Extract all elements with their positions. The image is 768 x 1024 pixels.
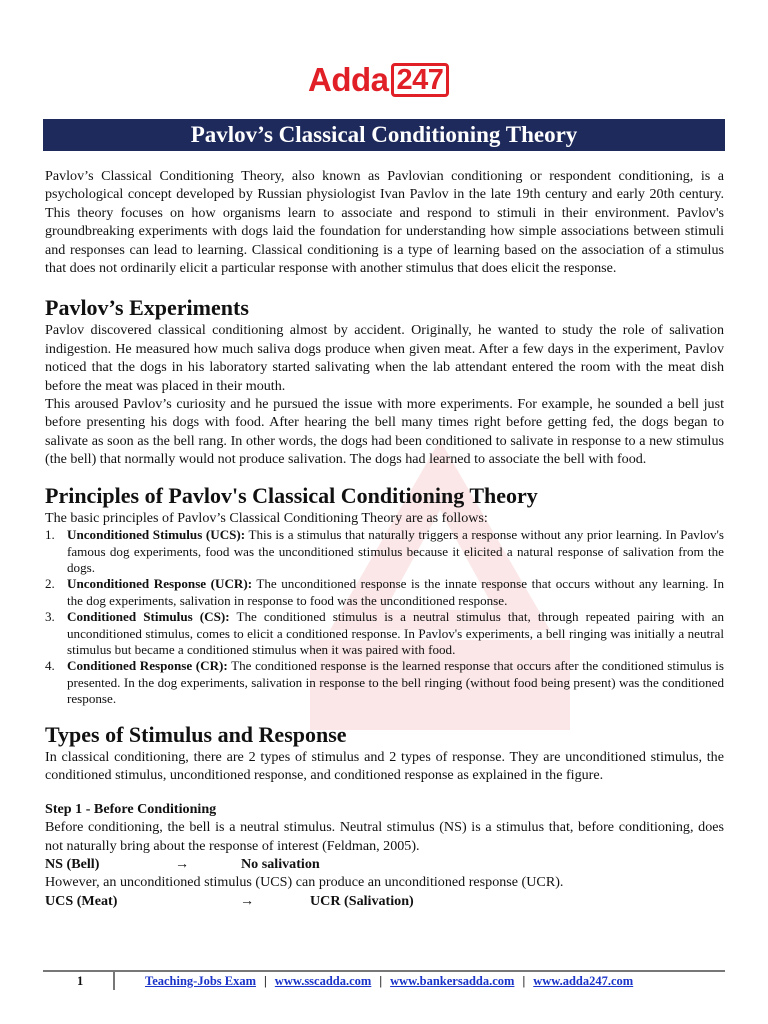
- footer-separator: |: [379, 974, 383, 988]
- experiments-heading: Pavlov’s Experiments: [45, 295, 249, 321]
- principles-list: [45, 527, 724, 707]
- page-footer: [43, 974, 725, 994]
- ucr-salivation-label: UCR (Salivation): [310, 892, 414, 909]
- list-item: [45, 658, 724, 707]
- list-number: 3.: [45, 609, 55, 625]
- list-item: [45, 527, 724, 576]
- title-banner: [43, 119, 725, 151]
- ns-bell-label: NS (Bell): [45, 856, 100, 873]
- list-text: The unconditioned response is the innate response that occurs without any learning. In the dog experiments, salivation in response to food was the unconditioned response.: [67, 576, 724, 608]
- types-paragraph-3: However, an unconditioned stimulus (UCS) can produce an unconditioned response (UCR).: [45, 874, 564, 891]
- types-paragraph-2: Before conditioning, the bell is a neutral stimulus. Neutral stimulus (NS) is a stimulus that, before conditioning, does not naturally bring about the response of interest (Feldman, 2005).: [45, 819, 724, 854]
- logo-text-247: 247: [391, 63, 450, 97]
- types-paragraph-1: In classical conditioning, there are 2 types of stimulus and 2 types of response. They are unconditioned stimulus, the conditioned stimulus, unconditioned response, and conditioned response as explained in the figure.: [45, 748, 724, 783]
- list-number: 2.: [45, 576, 55, 592]
- ucs-meat-label: UCS (Meat): [45, 892, 118, 909]
- footer-link-bankersadda[interactable]: www.bankersadda.com: [390, 974, 515, 988]
- no-salivation-label: No salivation: [241, 856, 320, 873]
- footer-divider: [43, 970, 725, 972]
- arrow-icon: →: [240, 892, 255, 909]
- footer-link-sscadda[interactable]: www.sscadda.com: [274, 974, 372, 988]
- footer-separator: |: [522, 974, 526, 988]
- arrow-icon: →: [175, 856, 190, 873]
- footer-vertical-divider: [113, 970, 115, 990]
- list-term: Unconditioned Response (UCR):: [67, 576, 253, 592]
- page-number: 1: [77, 974, 84, 988]
- footer-separator: |: [264, 974, 267, 988]
- list-text: This is a stimulus that naturally triggers a response without any prior learning. In Pavlov's famous dog experiments, food was the unconditioned stimulus because it elicited a natural response of salivation from the dogs.: [67, 527, 724, 575]
- step-1-heading: Step 1 - Before Conditioning: [45, 801, 217, 818]
- adda247-logo: [308, 62, 449, 98]
- page-title: Pavlov’s Classical Conditioning Theory: [190, 122, 578, 147]
- intro-paragraph: Pavlov’s Classical Conditioning Theory, also known as Pavlovian conditioning or respondent conditioning, is a psychological concept developed by Russian physiologist Ivan Pavlov in the late 19th century and early 20th century. This theory focuses on how organisms learn to associate and respond to stimuli in their environment. Pavlov's groundbreaking experiments with dogs laid the foundation for understanding how simple associations between stimuli and responses can lead to learning. Classical conditioning is a type of learning based on the association of a stimulus that does not ordinarily elicit a particular response with another stimulus that does elicit the response.: [45, 168, 724, 277]
- footer-link-adda247[interactable]: www.adda247.com: [533, 974, 634, 988]
- footer-links: [145, 974, 633, 989]
- list-text: The conditioned stimulus is a neutral stimulus that, through repeated pairing with an unconditioned stimulus, comes to elicit a conditioned response. In Pavlov's experiments, a bell ringing was initially a neutral stimulus but became a conditioned stimulus when it was paired with food.: [67, 609, 724, 657]
- list-term: Conditioned Stimulus (CS):: [67, 609, 230, 625]
- document-body: [45, 167, 724, 910]
- list-term: Unconditioned Stimulus (UCS):: [67, 527, 246, 543]
- types-heading: Types of Stimulus and Response: [45, 721, 347, 747]
- ns-bell-line: [45, 855, 724, 873]
- principles-heading: Principles of Pavlov's Classical Conditioning Theory: [45, 482, 538, 508]
- list-item: [45, 609, 724, 658]
- list-text: The conditioned response is the learned response that occurs after the conditioned stimulus is presented. In the dog experiments, salivation in response to the bell ringing (without food being present) was the conditioned response.: [67, 658, 725, 707]
- ucs-meat-line: [45, 892, 724, 910]
- logo-text-adda: Adda: [308, 61, 389, 98]
- list-item: [45, 576, 724, 609]
- footer-link-teaching-jobs[interactable]: Teaching-Jobs Exam: [145, 974, 257, 988]
- experiments-paragraph-2: This aroused Pavlov’s curiosity and he pursued the issue with more experiments. For example, he sounded a bell just before presenting his dogs with food. After hearing the bell many times right before getting fed, the dogs began to salivate as soon as the bell rang. In other words, the dogs had been conditioned to salivate in response to a new stimulus (the bell) that normally would not produce salivation. The dogs had learned to associate the bell with food.: [45, 396, 724, 468]
- experiments-paragraph-1: Pavlov discovered classical conditioning almost by accident. Originally, he wanted to study the role of salivation indigestion. He measured how much saliva dogs produce when given meat. After a few days in the experiment, Pavlov noticed that the dogs in his laboratory started salivating when the lab attendant entered the room with the meat dish before the meat was placed in their mouth.: [45, 322, 724, 394]
- list-number: 4.: [45, 658, 55, 674]
- list-term: Conditioned Response (CR):: [67, 658, 228, 674]
- list-number: 1.: [45, 527, 55, 543]
- principles-intro: The basic principles of Pavlov’s Classical Conditioning Theory are as follows:: [45, 509, 488, 526]
